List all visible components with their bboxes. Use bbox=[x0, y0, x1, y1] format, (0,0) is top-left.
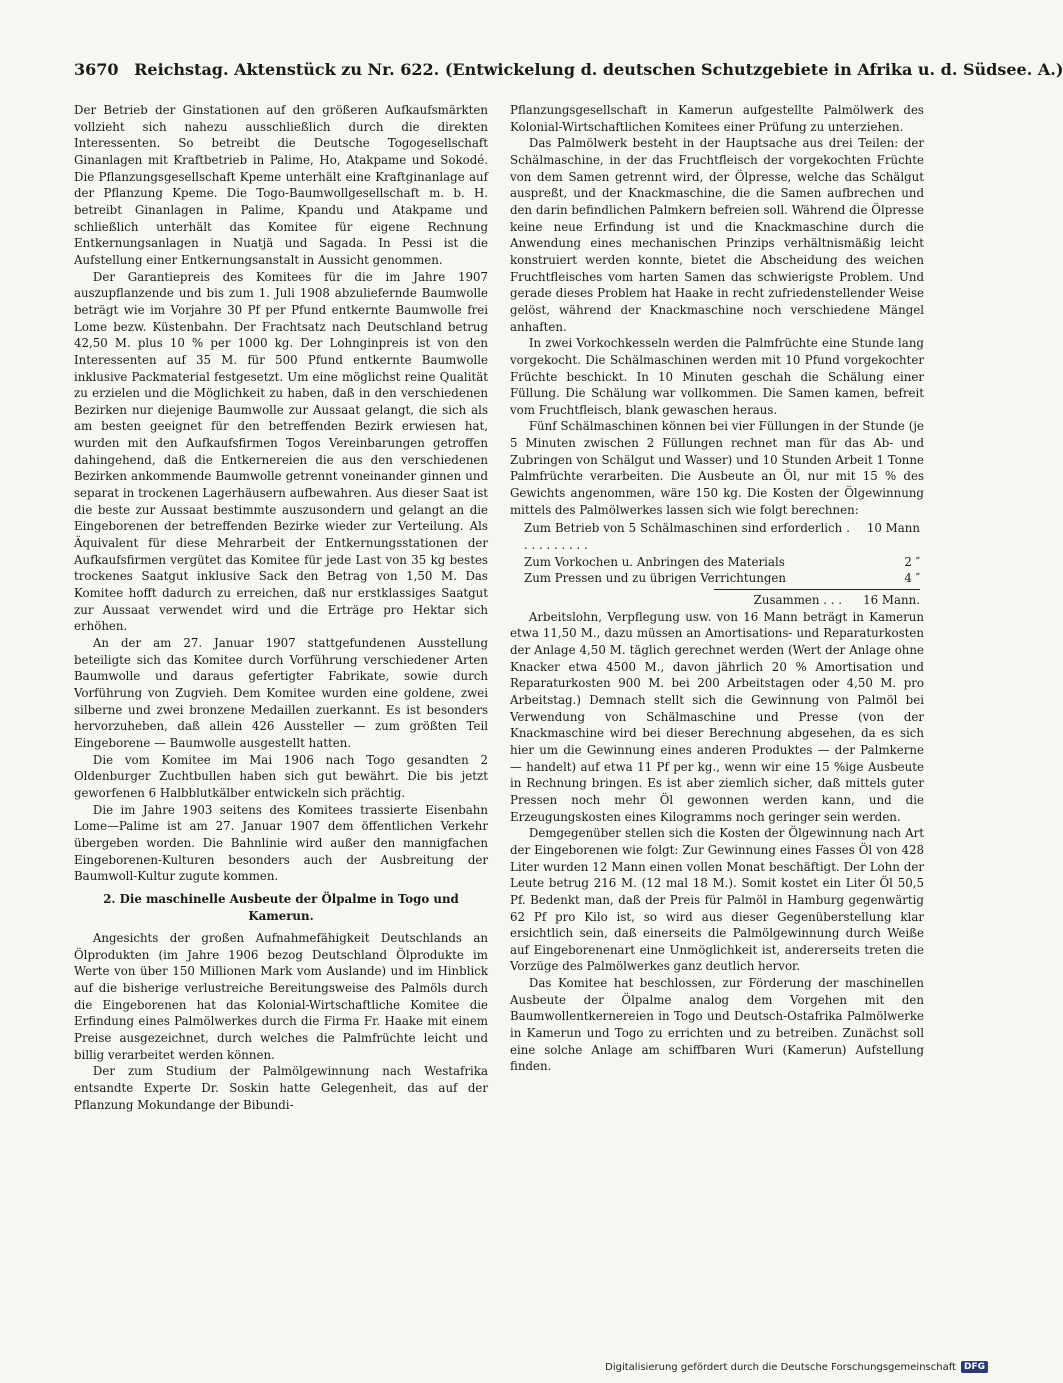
total-label: Zusammen . . . bbox=[753, 593, 842, 608]
paragraph: Der Betrieb der Ginstationen auf den größeren Aufkaufsmärkten vollzieht sich nahezu ausschließlich durch die direkten Interessenten. So betreibt die Deutsche Togogesellschaft Ginanlagen mit Kraftbetrieb in Palime, Ho, Atakpame und Sokodé. Die Pflanzungsgesellschaft Kpeme unterhält eine Kraftginanlage auf der Pflanzung Kpeme. Die Togo-Baumwollgesellschaft m. b. H. betreibt Ginanlagen in Palime, Kpandu und Atakpame und schließlich unterhält das Komitee für eigene Rechnung Entkernungsanlagen in Nuatjä und Sagada. In Pessi ist die Aufstellung einer Entkernungsanstalt in Aussicht genommen. bbox=[74, 103, 488, 267]
table-total-row bbox=[524, 592, 920, 609]
paragraph: Demgegenüber stellen sich die Kosten der Ölgewinnung nach Art der Eingeborenen wie folgt: Zur Gewinnung eines Fasses Öl von 428 Liter wurden 12 Mann einen vollen Monat beschäftigt. Der Lohn der Leute betrug 216 M. (12 mal 18 M.). Somit kostet ein Liter Öl 50,5 Pf. Bedenkt man, daß der Preis für Palmöl in Hamburg gegenwärtig 62 Pf pro Kilo ist, so wird aus dieser Gegenüberstellung klar ersichtlich sein, daß einerseits die Palmölgewinnung durch Weiße auf Eingeborenenart eine Unmöglichkeit ist, andererseits treten die Vorzüge des Palmölwerkes ganz deutlich hervor. bbox=[510, 826, 924, 974]
section-heading: 2. Die maschinelle Ausbeute der Ölpalme in Togo und Kamerun. bbox=[103, 891, 459, 923]
paragraph: Die vom Komitee im Mai 1906 nach Togo gesandten 2 Oldenburger Zuchtbullen haben sich gut bewährt. Die bis jetzt geworfenen 6 Halbblutkälber entwickeln sich prächtig. bbox=[74, 752, 488, 800]
row-value: 4 ″ bbox=[904, 571, 920, 586]
row-label: Zum Vorkochen u. Anbringen des Materials bbox=[524, 554, 785, 569]
digitization-footer bbox=[605, 1361, 988, 1373]
page-title: Reichstag. Aktenstück zu Nr. 622. (Entwickelung d. deutschen Schutzgebiete in Afrika u. d. Südsee. A.) bbox=[134, 60, 1063, 79]
paragraph: Das Palmölwerk besteht in der Hauptsache aus drei Teilen: der Schälmaschine, in der das Fruchtfleisch der vorgekochten Früchte von dem Samen getrennt wird, der Ölpresse, welche das Schälgut auspreßt, und der Knackmaschine, die die Samen aufbrechen und den darin befindlichen Palmkern befreien soll. Während die Ölpresse keine neue Erfindung ist und die Knackmaschine durch die Anwendung eines mechanischen Prinzips verhältnismäßig leicht konstruiert werden konnte, bietet die Abscheidung des weichen Fruchtfleisches vom harten Samen das schwierigste Problem. Und gerade dieses Problem hat Haake in recht zufriedenstellender Weise gelöst, während der Knackmaschine noch verschiedene Mängel anhaften. bbox=[510, 136, 924, 334]
paragraph: In zwei Vorkochkesseln werden die Palmfrüchte eine Stunde lang vorgekocht. Die Schälmaschinen werden mit 10 Pfund vorgekochter Früchte beschickt. In 10 Minuten geschah die Schälung einer Füllung. Die Schälung war vollkommen. Die Samen kamen, befreit vom Fruchtfleisch, blank gewaschen heraus. bbox=[510, 336, 924, 417]
paragraph: Der zum Studium der Palmölgewinnung nach Westafrika entsandte Experte Dr. Soskin hatte Gelegenheit, das auf der Pflanzung Mokundange der Bibundi- bbox=[74, 1064, 488, 1112]
row-value: 10 Mann bbox=[866, 521, 920, 536]
footer-text: Digitalisierung gefördert durch die Deutsche Forschungsgemeinschaft bbox=[605, 1361, 956, 1373]
table-row bbox=[524, 570, 920, 587]
paragraph: Fünf Schälmaschinen können bei vier Füllungen in der Stunde (je 5 Minuten zwischen 2 Füllungen rechnet man für das Ab- und Zubringen von Schälgut und Wasser) und 10 Stunden Arbeit 1 Tonne Palmfrüchte verarbeiten. Die Ausbeute an Öl, nur mit 15 % des Gewichts angenommen, wäre 150 kg. Die Kosten der Ölgewinnung mittels des Palmölwerkes lassen sich wie folgt berechnen: bbox=[510, 419, 924, 517]
table-row bbox=[524, 554, 920, 571]
page-header bbox=[74, 60, 1063, 86]
left-column bbox=[74, 102, 488, 1113]
total-value: 16 Mann. bbox=[863, 593, 920, 608]
paragraph: Angesichts der großen Aufnahmefähigkeit Deutschlands an Ölprodukten (im Jahre 1906 bezog Deutschland Ölprodukte im Werte von über 150 Millionen Mark vom Auslande) und im Hinblick auf die bisherige verlustreiche Bereitungsweise des Palmöls durch die Eingeborenen hat das Kolonial-Wirtschaftliche Komitee die Erfindung eines Palmölwerkes durch die Firma Fr. Haake mit einem Preise ausgezeichnet, durch welches die Palmfrüchte leicht und billig verarbeitet werden können. bbox=[74, 931, 488, 1062]
cost-table bbox=[524, 520, 920, 608]
row-label: Zum Pressen und zu übrigen Verrichtungen bbox=[524, 571, 786, 586]
paragraph: Das Komitee hat beschlossen, zur Förderung der maschinellen Ausbeute der Ölpalme analog dem Vorgehen mit den Baumwollentkernereien in Togo und Deutsch-Ostafrika Palmölwerke in Kamerun und Togo zu errichten und zu betreiben. Zunächst soll eine solche Anlage am schiffbaren Wuri (Kamerun) Aufstellung finden. bbox=[510, 976, 924, 1074]
sum-rule bbox=[714, 589, 920, 590]
paragraph: Der Garantiepreis des Komitees für die im Jahre 1907 auszupflanzende und bis zum 1. Juli 1908 abzuliefernde Baumwolle beträgt wie im Vorjahre 30 Pf per Pfund entkernte Baumwolle frei Lome bezw. Küstenbahn. Der Frachtsatz nach Deutschland betrug 42,50 M. plus 10 % per 1000 kg. Der Lohnginpreis ist von den Interessenten auf 35 M. für 500 Pfund entkernte Baumwolle inklusive Packmaterial festgesetzt. Um eine möglichst reine Qualität zu erzielen und die Möglichkeit zu haben, daß in den verschiedenen Bezirken nur diejenige Baumwolle zur Aussaat gelangt, die sich als am besten geeignet für den betreffenden Bezirk erwiesen hat, wurden mit den Aufkaufsfirmen Togos Vereinbarungen getroffen dahingehend, daß die Entkernereien die aus den verschiedenen Bezirken ankommende Baumwolle getrennt voneinander ginnen und separat in trockenen Lagerhäusern aufbewahren. Aus dieser Saat ist die beste zur Aussaat bestimmte auszusondern und gelangt an die Eingeborenen der betreffenden Bezirke wieder zur Verteilung. Als Äquivalent für diese Mehrarbeit der Entkernungsstationen der Aufkaufsfirmen vergütet das Komitee für jede Last von 35 kg bestes trockenes Saatgut inklusive Sack den Betrag von 1,50 M. Das Komitee hofft dadurch zu erreichen, daß nur erstklassiges Saatgut zur Aussaat verwendet wird und die Erträge pro Hektar sich erhöhen. bbox=[74, 269, 488, 634]
row-label: Zum Betrieb von 5 Schälmaschinen sind erforderlich . . . . . . . . . . bbox=[524, 521, 850, 553]
paragraph: Die im Jahre 1903 seitens des Komitees trassierte Eisenbahn Lome—Palime ist am 27. Januar 1907 dem öffentlichen Verkehr übergeben worden. Die Bahnlinie wird außer den mannigfachen Eingeborenen-Kulturen besonders auch der Ausbreitung der Baumwoll-Kultur zugute kommen. bbox=[74, 802, 488, 884]
table-row bbox=[524, 520, 920, 553]
page-number: 3670 bbox=[74, 60, 119, 79]
dfg-logo: DFG bbox=[961, 1361, 988, 1373]
paragraph: An der am 27. Januar 1907 stattgefundenen Ausstellung beteiligte sich das Komitee durch Vorführung verschiedener Arten Baumwolle und daraus gefertigter Fabrikate, sowie durch Vorführung von Zugvieh. Dem Komitee wurden eine goldene, zwei silberne und zwei bronzene Medaillen zuerkannt. Es ist besonders hervorzuheben, daß allein 426 Aussteller — zum größten Teil Eingeborene — Baumwolle ausgestellt hatten. bbox=[74, 636, 488, 750]
row-value: 2 ″ bbox=[904, 554, 920, 569]
paragraph: Pflanzungsgesellschaft in Kamerun aufgestellte Palmölwerk des Kolonial-Wirtschaftlichen Komitees einer Prüfung zu unterziehen. bbox=[510, 103, 924, 134]
right-column bbox=[510, 102, 924, 1075]
paragraph: Arbeitslohn, Verpflegung usw. von 16 Mann beträgt in Kamerun etwa 11,50 M., dazu müssen an Amortisations- und Reparaturkosten der Anlage 4,50 M. täglich gerechnet werden (Wert der Anlage ohne Knacker etwa 4500 M., davon jährlich 20 % Amortisation und Reparaturkosten 900 M. bei 200 Arbeitstagen oder 4,50 M. pro Arbeitstag.) Demnach stellt sich die Gewinnung von Palmöl bei Verwendung von Schälmaschine und Presse (von der Knackmaschine wird bei dieser Berechnung abgesehen, da es sich hier um die Gewinnung eines anderen Produktes — der Palmkerne — handelt) auf etwa 11 Pf per kg., wenn wir eine 15 %ige Ausbeute in Rechnung bringen. Es ist aber ziemlich sicher, daß mittels guter Pressen noch mehr Öl gewonnen werden kann, und die Erzeugungskosten eines Kilogramms noch geringer sein werden. bbox=[510, 609, 924, 824]
